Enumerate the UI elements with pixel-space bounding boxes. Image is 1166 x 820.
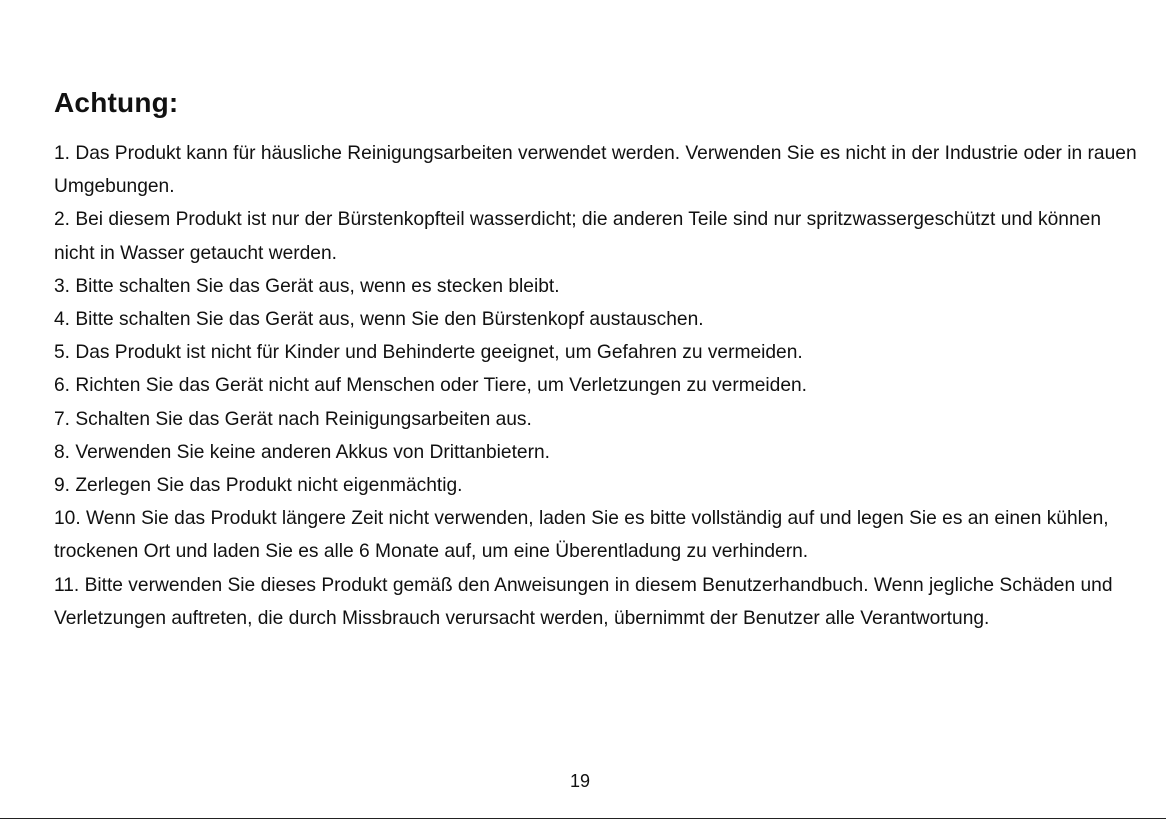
warning-item-2: 2. Bei diesem Produkt ist nur der Bürstenkopfteil wasserdicht; die anderen Teile sind nur spritzwassergeschützt und können nicht in Wasser getaucht werden. <box>54 209 1101 264</box>
warning-item-8: 8. Verwenden Sie keine anderen Akkus von Drittanbietern. <box>54 441 550 463</box>
warning-list <box>54 137 1144 635</box>
page-number: 19 <box>569 771 591 791</box>
bottom-divider <box>0 818 1166 819</box>
warning-item-5: 5. Das Produkt ist nicht für Kinder und Behinderte geeignet, um Gefahren zu vermeiden. <box>54 342 803 364</box>
page-heading: Achtung: <box>54 87 179 118</box>
warning-item-1: 1. Das Produkt kann für häusliche Reinigungsarbeiten verwendet werden. Verwenden Sie es nicht in der Industrie oder in rauen Umgebungen. <box>54 143 1137 198</box>
warning-item-6: 6. Richten Sie das Gerät nicht auf Menschen oder Tiere, um Verletzungen zu vermeiden. <box>54 375 807 397</box>
warning-item-11: 11. Bitte verwenden Sie dieses Produkt gemäß den Anweisungen in diesem Benutzerhandbuch. Wenn jegliche Schäden und Verletzungen auftreten, die durch Missbrauch verursacht werden, übernimmt der Benutzer alle Verantwortung. <box>54 574 1113 629</box>
warning-item-9: 9. Zerlegen Sie das Produkt nicht eigenmächtig. <box>54 475 463 497</box>
warning-item-4: 4. Bitte schalten Sie das Gerät aus, wenn Sie den Bürstenkopf austauschen. <box>54 309 704 331</box>
warning-item-3: 3. Bitte schalten Sie das Gerät aus, wenn es stecken bleibt. <box>54 275 560 297</box>
warning-item-7: 7. Schalten Sie das Gerät nach Reinigungsarbeiten aus. <box>54 408 532 430</box>
warning-item-10: 10. Wenn Sie das Produkt längere Zeit nicht verwenden, laden Sie es bitte vollständig auf und legen Sie es an einen kühlen, trockenen Ort und laden Sie es alle 6 Monate auf, um eine Überentladung zu verhindern. <box>54 508 1109 563</box>
